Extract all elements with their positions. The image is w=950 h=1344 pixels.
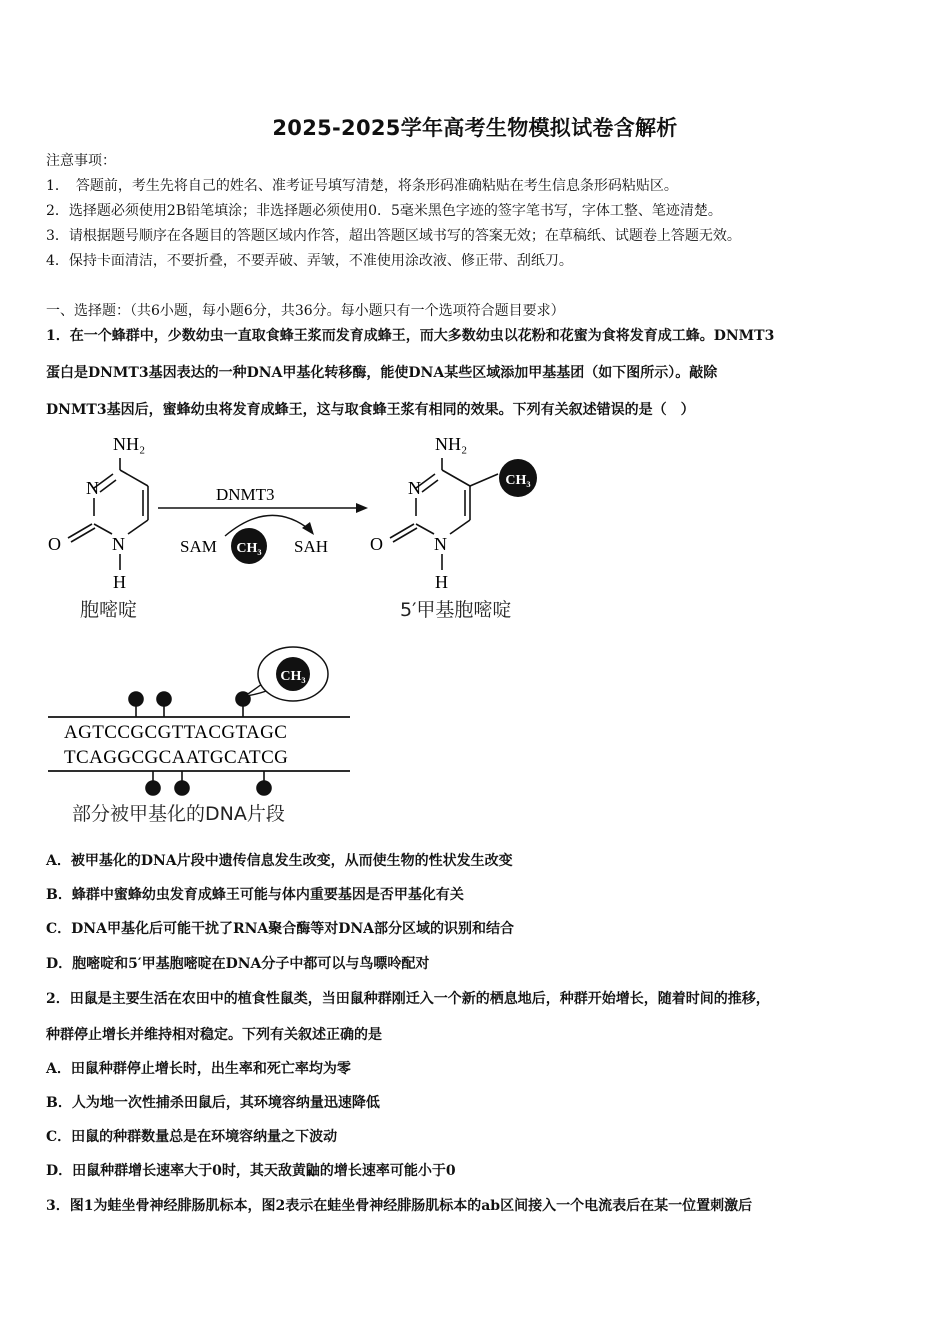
document-title: 2025-2025学年高考生物模拟试卷含解析 <box>272 116 678 140</box>
notice-item: 2．选择题必须使用2B铅笔填涂；非选择题必须使用0．5毫米黑色字迹的签字笔书写，字体工整、笔迹清楚。 <box>46 203 722 219</box>
arrow-head-icon <box>356 503 368 513</box>
dna-strand-bottom: TCAGGCGCAATGCATCG <box>64 747 289 768</box>
curve-arrow-head-icon <box>302 522 314 535</box>
question-2-option-c: C．田鼠的种群数量总是在环境容纳量之下波动 <box>46 1129 338 1145</box>
dna-strand-top: AGTCCGCGTTACGTAGC <box>64 722 288 743</box>
sam-label: SAM <box>180 537 217 556</box>
sah-label: SAH <box>294 537 329 556</box>
question-1-option-d: D．胞嘧啶和5′甲基胞嘧啶在DNA分子中都可以与鸟嘌呤配对 <box>46 956 430 972</box>
hydrogen-label: H <box>435 572 448 592</box>
question-1-option-a: A．被甲基化的DNA片段中遗传信息发生改变，从而使生物的性状发生改变 <box>46 853 513 869</box>
question-1-stem: DNMT3基因后，蜜蜂幼虫将发育成蜂王，这与取食蜂王浆有相同的效果。下列有关叙述错误的是（ ） <box>46 402 695 418</box>
question-2-option-b: B．人为地一次性捕杀田鼠后，其环境容纳量迅速降低 <box>46 1095 380 1111</box>
cytosine-label: 胞嘧啶 <box>80 599 138 621</box>
cytosine-structure <box>68 458 148 570</box>
question-2-option-d: D．田鼠种群增长速率大于0时，其天敌黄鼬的增长速率可能小于0 <box>46 1163 456 1179</box>
methylation-figure <box>40 428 560 838</box>
methyl-label: CH₃ <box>505 473 531 488</box>
question-1-option-c: C．DNA甲基化后可能干扰了RNA聚合酶等对DNA部分区域的识别和结合 <box>46 921 515 937</box>
notice-item: 4．保持卡面清洁，不要折叠，不要弄破、弄皱，不准使用涂改液、修正带、刮纸刀。 <box>46 253 573 269</box>
question-3-stem: 3．图1为蛙坐骨神经腓肠肌标本，图2表示在蛙坐骨神经腓肠肌标本的ab区间接入一个电流表后在某一位置刺激后 <box>46 1198 753 1214</box>
methyl-markers-top <box>129 692 250 717</box>
notice-item: 1． 答题前，考生先将自己的姓名、准考证号填写清楚，将条形码准确粘贴在考生信息条形码粘贴区。 <box>46 178 678 194</box>
nitrogen-label: N <box>112 534 125 554</box>
question-2-option-a: A．田鼠种群停止增长时，出生率和死亡率均为零 <box>46 1061 351 1077</box>
dna-fragment-label: 部分被甲基化的DNA片段 <box>72 803 285 825</box>
oxygen-label: O <box>48 534 61 554</box>
nitrogen-label: N <box>434 534 447 554</box>
amino-group-label: NH₂ <box>113 434 146 454</box>
section-heading: 一、选择题：（共6小题，每小题6分，共36分。每小题只有一个选项符合题目要求） <box>46 303 565 319</box>
notice-item: 3．请根据题号顺序在各题目的答题区域内作答，超出答题区域书写的答案无效；在草稿纸、试题卷上答题无效。 <box>46 228 741 244</box>
amino-group-label: NH₂ <box>435 434 468 454</box>
question-2-stem: 种群停止增长并维持相对稳定。下列有关叙述正确的是 <box>46 1027 382 1043</box>
nitrogen-label: N <box>408 478 421 498</box>
enzyme-label: DNMT3 <box>216 485 275 504</box>
question-1-stem: 蛋白是DNMT3基因表达的一种DNA甲基化转移酶，能使DNA某些区域添加甲基基团（如下图所示）。敲除 <box>46 365 718 381</box>
oxygen-label: O <box>370 534 383 554</box>
question-1-option-b: B．蜂群中蜜蜂幼虫发育成蜂王可能与体内重要基因是否甲基化有关 <box>46 887 464 903</box>
notice-heading: 注意事项： <box>46 153 116 169</box>
hydrogen-label: H <box>113 572 126 592</box>
methyl-label: CH₃ <box>280 669 306 684</box>
methyl-markers-bottom <box>146 771 271 795</box>
nitrogen-label: N <box>86 478 99 498</box>
methylcytosine-label: 5′甲基胞嘧啶 <box>400 599 512 621</box>
question-1-stem: 1．在一个蜂群中，少数幼虫一直取食蜂王浆而发育成蜂王，而大多数幼虫以花粉和花蜜为食将发育成工蜂。DNMT3 <box>46 328 775 344</box>
question-2-stem: 2．田鼠是主要生活在农田中的植食性鼠类，当田鼠种群刚迁入一个新的栖息地后，种群开始增长，随着时间的推移， <box>46 991 770 1007</box>
methyl-label: CH₃ <box>236 541 262 556</box>
